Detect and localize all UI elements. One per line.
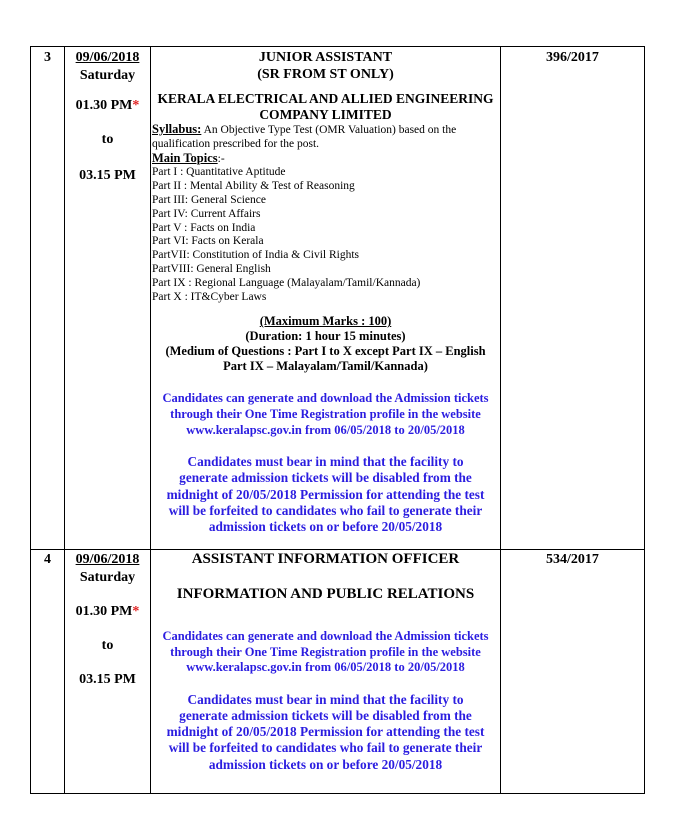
main-topics-label: Main Topics: [152, 150, 218, 165]
asterisk-mark: *: [132, 98, 140, 113]
duration: (Duration: 1 hour 15 minutes): [245, 329, 406, 344]
to-label: to: [101, 132, 114, 147]
table-row: [31, 47, 645, 550]
admission-ticket-notice: Candidates can generate and download the Admission tickets through their One Time Registration profile in the website www.keralapsc.gov.in from 06/05/2018 to 20/05/2018: [162, 391, 489, 437]
admission-ticket-notice: Candidates can generate and download the Admission tickets through their One Time Registration profile in the website www.keralapsc.gov.in from 06/05/2018 to 20/05/2018: [162, 629, 489, 675]
exam-day: Saturday: [79, 570, 136, 585]
exam-info-block: [151, 314, 500, 374]
end-time: 03.15 PM: [79, 672, 136, 687]
list-item: Part III: General Science: [152, 193, 266, 206]
post-subtitle: (SR FROM ST ONLY): [257, 67, 394, 82]
end-time: 03.15 PM: [79, 168, 136, 183]
date-time-block: [65, 47, 150, 185]
department-name: KERALA ELECTRICAL AND ALLIED ENGINEERING COMPANY LIMITED: [157, 91, 494, 122]
list-item: PartVIII: General English: [152, 262, 271, 275]
category-number: 534/2017: [546, 552, 599, 567]
date-cell: [65, 47, 151, 550]
list-item: Part II : Mental Ability & Test of Reasoning: [152, 180, 355, 193]
post-title: ASSISTANT INFORMATION OFFICER: [191, 551, 460, 567]
list-item: Part I : Quantitative Aptitude: [152, 166, 286, 179]
exam-schedule-table: [30, 46, 645, 794]
list-item: PartVII: Constitution of India & Civil Rights: [152, 249, 359, 262]
post-title: JUNIOR ASSISTANT: [258, 50, 393, 65]
serial-cell: [31, 47, 65, 550]
exam-date: 09/06/2018: [75, 50, 140, 65]
exam-date: 09/06/2018: [75, 552, 140, 567]
syllabus-block: Syllabus: An Objective Type Test (OMR Valuation) based on the qualification prescribed for the post. Main Topics:- Part I : Quantitative Aptitude Part II : Mental Ability & Test of Reasoning Part III: General Science Part IV: Current Affairs Part V : Facts on India Part VI: Facts on Kerala PartVII: Constitution of India & Civil Rights PartVIII: General English Part IX : Regional Language (Malayalam/Tamil/Kannada) Part X : IT&Cyber Laws: [151, 123, 500, 304]
details-cell: [151, 47, 501, 550]
forfeit-warning-notice: Candidates must bear in mind that the facility to generate admission tickets will be disabled from the midnight of 20/05/2018 Permission for attending the test will be forfeited to candidates who fail to generate their admission tickets on or before 20/05/2018: [166, 454, 485, 534]
serial-cell: [31, 550, 65, 794]
max-marks: (Maximum Marks : 100): [259, 314, 392, 329]
to-label: to: [101, 638, 114, 653]
list-item: Part IV: Current Affairs: [152, 207, 261, 220]
syllabus-label: Syllabus:: [152, 122, 202, 136]
asterisk-mark: *: [132, 604, 140, 619]
category-code-cell: [501, 550, 645, 794]
list-item: Part VI: Facts on Kerala: [152, 235, 264, 248]
department-name: INFORMATION AND PUBLIC RELATIONS: [176, 586, 475, 602]
list-item: Part V : Facts on India: [152, 221, 256, 234]
details-cell: [151, 550, 501, 794]
start-time: 01.30 PM*: [75, 98, 140, 113]
medium-line-2: Part IX – Malayalam/Tamil/Kannada): [223, 359, 428, 374]
syllabus-text-2: qualification prescribed for the post.: [152, 137, 320, 150]
forfeit-warning-notice: Candidates must bear in mind that the facility to generate admission tickets will be disabled from the midnight of 20/05/2018 Permission for attending the test will be forfeited to candidates who fail to generate their admission tickets on or before 20/05/2018: [166, 691, 485, 772]
list-item: Part IX : Regional Language (Malayalam/Tamil/Kannada): [152, 276, 421, 289]
serial-number: 4: [44, 552, 51, 567]
serial-number: 3: [44, 50, 51, 65]
syllabus-text: An Objective Type Test (OMR Valuation) based on the: [201, 124, 457, 136]
exam-day: Saturday: [79, 68, 136, 83]
date-time-block: [65, 550, 150, 689]
start-time: 01.30 PM*: [75, 604, 140, 619]
medium-line-1: (Medium of Questions : Part I to X except Part IX – English: [165, 344, 486, 359]
date-cell: [65, 550, 151, 794]
category-code-cell: [501, 47, 645, 550]
table-row: [31, 550, 645, 794]
category-number: 396/2017: [546, 50, 599, 65]
list-item: Part X : IT&Cyber Laws: [152, 290, 267, 303]
topic-list: [152, 166, 500, 304]
